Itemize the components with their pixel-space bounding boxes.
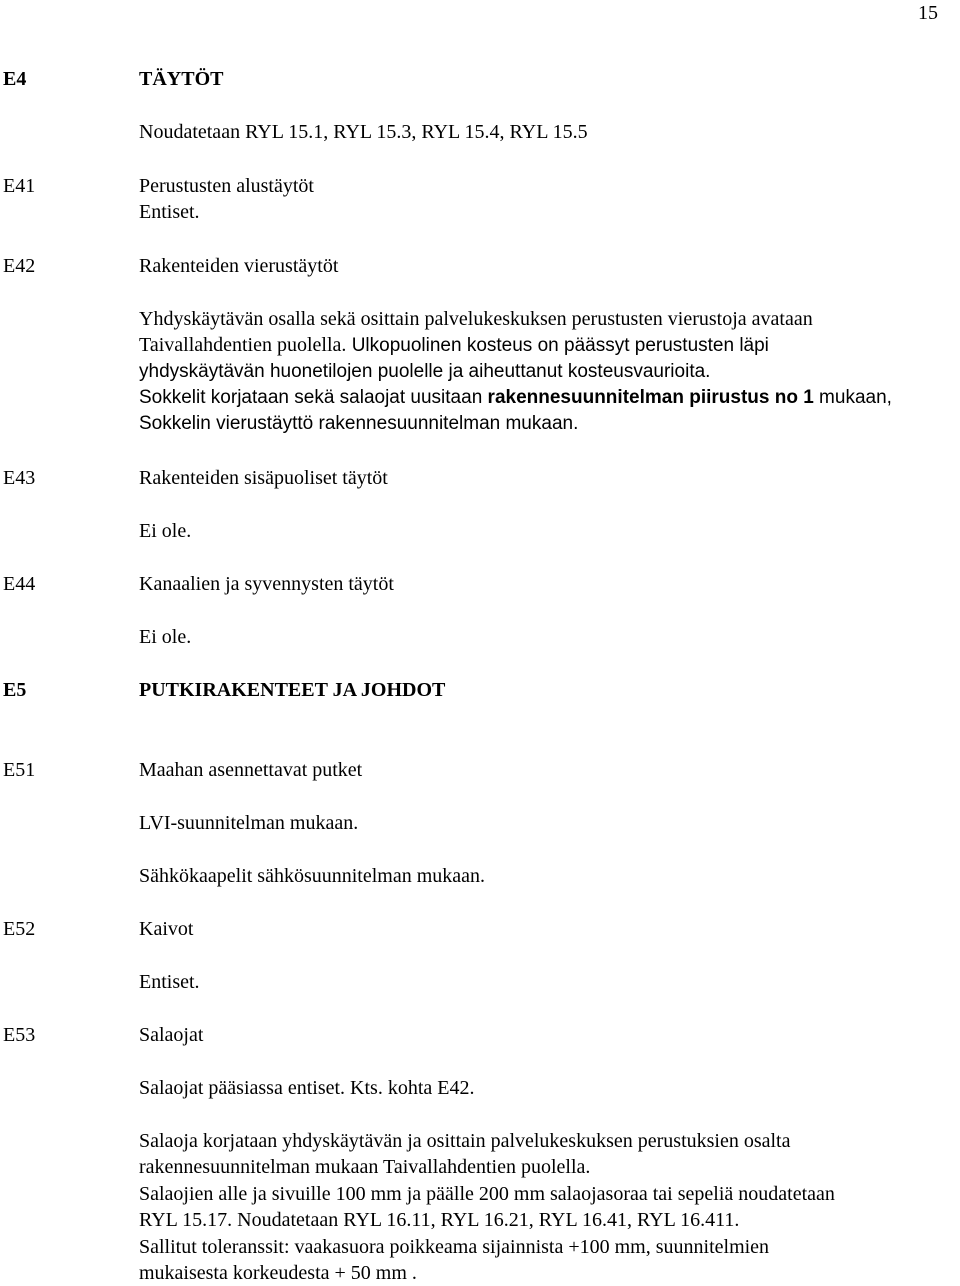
section-title-e44: Kanaalien ja syvennysten täytöt xyxy=(139,573,394,595)
section-code-e52: E52 xyxy=(3,918,36,940)
section-code-e53: E53 xyxy=(3,1024,36,1046)
section-code-e42: E42 xyxy=(3,255,36,277)
paragraph-line: yhdyskäytävän huonetilojen puolelle ja aiheuttanut kosteusvaurioita. xyxy=(139,361,711,382)
section-title-e53: Salaojat xyxy=(139,1024,204,1046)
section-body-e41: Entiset. xyxy=(139,201,200,223)
page-number: 15 xyxy=(918,2,938,24)
text-fragment: Taivallahdentien puolella. xyxy=(139,334,347,356)
text-fragment: Ulkopuolinen kosteus on päässyt perustusten läpi xyxy=(346,335,769,356)
section-title-e41: Perustusten alustäytöt xyxy=(139,175,314,197)
paragraph-line: RYL 15.17. Noudatetaan RYL 16.11, RYL 16.21, RYL 16.41, RYL 16.411. xyxy=(139,1209,740,1231)
section-title-e52: Kaivot xyxy=(139,918,194,940)
paragraph-line: rakennesuunnitelman mukaan Taivallahdentien puolella. xyxy=(139,1156,591,1178)
text-fragment: Sokkelit korjataan sekä salaojat uusitaan xyxy=(139,387,488,408)
paragraph-line: Salaoja korjataan yhdyskäytävän ja osittain palvelukeskuksen perustuksien osalta xyxy=(139,1130,791,1152)
paragraph-line: mukaisesta korkeudesta + 50 mm . xyxy=(139,1262,417,1284)
paragraph-line xyxy=(139,385,892,411)
section-code-e5: E5 xyxy=(3,679,27,701)
paragraph-line xyxy=(139,332,769,359)
drawing-reference: rakennesuunnitelman piirustus no 1 xyxy=(487,387,814,408)
paragraph-line: Sokkelin vierustäyttö rakennesuunnitelman mukaan. xyxy=(139,413,579,434)
section-body-e51: LVI-suunnitelman mukaan. xyxy=(139,812,359,834)
section-code-e43: E43 xyxy=(3,467,36,489)
section-code-e4: E4 xyxy=(3,68,27,90)
section-body-e44: Ei ole. xyxy=(139,626,192,648)
text-fragment: mukaan, xyxy=(813,387,892,408)
section-title-e42: Rakenteiden vierustäytöt xyxy=(139,255,339,277)
section-code-e41: E41 xyxy=(3,175,36,197)
paragraph-line: Sallitut toleranssit: vaakasuora poikkeama sijainnista +100 mm, suunnitelmien xyxy=(139,1236,770,1258)
section-body-e43: Ei ole. xyxy=(139,520,192,542)
paragraph-line: Salaojien alle ja sivuille 100 mm ja päälle 200 mm salaojasoraa tai sepeliä noudatetaan xyxy=(139,1183,835,1205)
section-body-e53: Salaojat pääsiassa entiset. Kts. kohta E42. xyxy=(139,1077,475,1099)
section-body-e51: Sähkökaapelit sähkösuunnitelman mukaan. xyxy=(139,865,486,887)
section-intro-e4: Noudatetaan RYL 15.1, RYL 15.3, RYL 15.4, RYL 15.5 xyxy=(139,121,588,143)
section-title-e43: Rakenteiden sisäpuoliset täytöt xyxy=(139,467,388,489)
section-title-e51: Maahan asennettavat putket xyxy=(139,759,363,781)
paragraph-line: Yhdyskäytävän osalla sekä osittain palvelukeskuksen perustusten vierustoja avataan xyxy=(139,308,813,330)
section-body-e52: Entiset. xyxy=(139,971,200,993)
section-title-e4: TÄYTÖT xyxy=(139,68,224,90)
section-code-e51: E51 xyxy=(3,759,36,781)
section-code-e44: E44 xyxy=(3,573,36,595)
section-title-e5: PUTKIRAKENTEET JA JOHDOT xyxy=(139,679,446,701)
